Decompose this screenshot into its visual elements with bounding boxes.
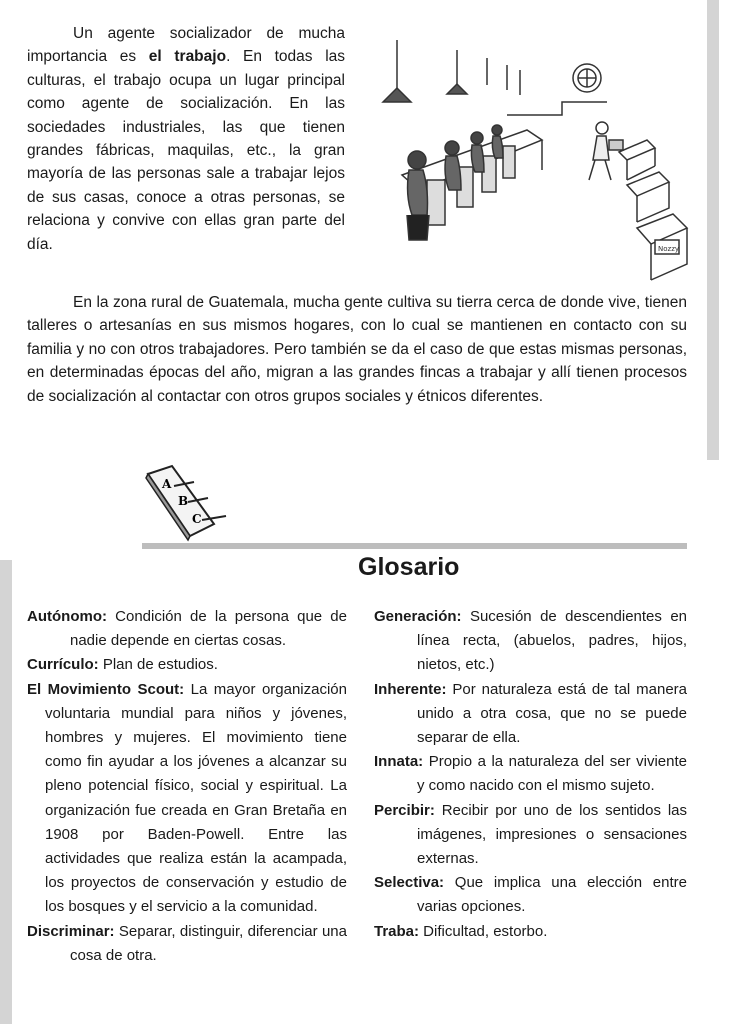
glossary-definition: La mayor organización voluntaria mundial para niños y jóvenes, hombres y mujeres. El movimiento tiene como fin ayudar a los jóvenes a alcanzar su pleno potencial físico, social y espiritual. La organización fue creada en Gran Bretaña en 1908 por Baden-Powell. Entre las actividades que realiza están la acampada, los proyectos de conservación y estudio de los bosques y el servicio a la comunidad. [45, 680, 347, 916]
left-margin-bar [0, 560, 12, 1024]
glossary-term: Generación: [374, 608, 462, 625]
glossary-term: Traba: [374, 922, 420, 940]
glossary-column-left [27, 605, 347, 968]
glossary-definition: Que implica una elección entre varias opciones. [417, 874, 687, 916]
intro-rest: . En todas las culturas, el trabajo ocupa un lugar principal como agente de socialización. En las sociedades industriales, las que tienen grandes fábricas, maquilas, etc., la gran mayoría de las personas sale a trabajar lejos de sus casas, conoce a otras personas, se relaciona y convive con ellas gran parte del día. [27, 48, 346, 253]
intro-bold-term: el trabajo [148, 48, 227, 66]
glossary-entry [27, 653, 347, 677]
intro-lead: Un agente socializador de mucha importancia es [27, 25, 345, 66]
intro-paragraph-1 [27, 22, 345, 256]
abc-letter-a: A [162, 477, 172, 491]
glossary-definition: Dificultad, estorbo. [419, 922, 548, 940]
intro-paragraph-2-text: En la zona rural de Guatemala, mucha gente cultiva su tierra cerca de donde vive, tienen talleres o artesanías en sus mismos hogares, con lo cual se mantienen en contacto con su familia y no con otros trabajadores. Pero también se da el caso de que estas mismas personas, en determinadas épocas del año, migran a las grandes fincas a trabajar y allí tienen procesos de socialización al contactar con otros grupos sociales y étnicos diferentes. [27, 294, 687, 405]
glossary-entry [374, 605, 687, 678]
glossary-column-right [374, 605, 687, 944]
glossary-definition: Plan de estudios. [98, 656, 218, 674]
glossary-definition: Por naturaleza está de tal manera unido a otra cosa, que no se puede separar de ella. [417, 680, 687, 747]
glossary-term: Discriminar: [27, 922, 115, 940]
glossary-entry [374, 750, 687, 798]
abc-letter-b: B [178, 494, 189, 508]
glossary-definition: Condición de la persona que de nadie depende en ciertas cosas. [70, 608, 347, 650]
right-margin-bar [707, 0, 719, 460]
glossary-term: Autónomo: [27, 608, 107, 625]
glossary-entry [27, 920, 347, 968]
glossary-term: Currículo: [27, 656, 99, 674]
glossary-term: El Movimiento Scout: [27, 680, 185, 698]
glossary-entry [27, 605, 347, 653]
glossary-definition: Sucesión de descendientes en línea recta, (abuelos, padres, hijos, nietos, etc.) [417, 608, 687, 674]
box-label: Nozzy [658, 245, 680, 253]
abc-letter-c: C [192, 512, 202, 526]
intro-paragraph-2 [27, 291, 687, 408]
glossary-entry [374, 871, 687, 919]
glossary-definition: Separar, distinguir, diferenciar una cosa de otra. [70, 922, 347, 964]
glossary-entry [27, 678, 347, 920]
abc-notebook-icon [142, 464, 242, 544]
glossary-entry [374, 678, 687, 751]
glossary-term: Percibir: [374, 801, 435, 819]
glossary-title: Glosario [358, 553, 460, 581]
glossary-entry [374, 920, 687, 944]
factory-workers-illustration [357, 40, 695, 285]
glossary-entry [374, 799, 687, 872]
glossary-definition: Propio a la naturaleza del ser viviente y como nacido con el mismo sujeto. [417, 753, 687, 795]
glossary-term: Inherente: [374, 680, 447, 698]
glossary-term: Innata: [374, 753, 424, 771]
glossary-term: Selectiva: [374, 874, 445, 892]
glossary-definition: Recibir por uno de los sentidos las imágenes, impresiones o sensaciones externas. [417, 801, 687, 868]
